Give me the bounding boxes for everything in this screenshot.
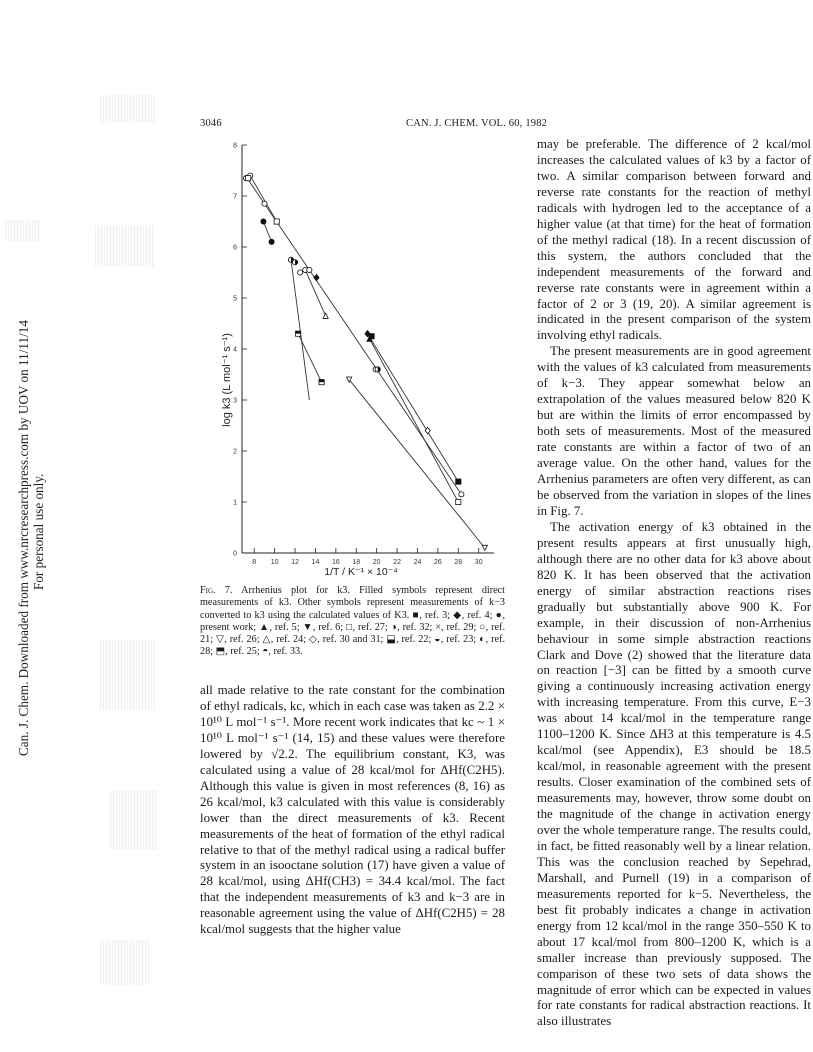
scan-artifact bbox=[100, 95, 155, 123]
data-point bbox=[262, 201, 267, 206]
journal-header: CAN. J. CHEM. VOL. 60, 1982 bbox=[406, 118, 548, 129]
x-tick-label: 8 bbox=[252, 559, 257, 566]
data-point bbox=[314, 274, 319, 280]
left-column bbox=[200, 683, 505, 938]
y-tick-label: 0 bbox=[233, 550, 237, 558]
paragraph: The activation energy of k3 obtained in the present results appears at first unusually high, although there are no other data for k3 above about 820 K. It has been observed that the activation energy of similar abstraction reactions rises gradually but substantially above 900 K. For example, in their discussion of non-Arrhenius behaviour in some simple abstraction reactions Clark and Dove (2) showed that the literature data on reaction [−3] can be fitted by a smooth curve giving a continuously increasing activation energy with increasing temperature. From this curve, E−3 was about 14 kcal/mol in the temperature range 1100–1200 K. Since ΔH3 at this temperature is 4.5 kcal/mol (see Appendix), E3 should be 18.5 kcal/mol, in reasonable agreement with the present results. Closer examination of the combined sets of measurements may, however, throw some doubt on the magnitude of the change in activation energy over the whole temperature range. The results could, in fact, be fitted reasonably well by a linear relation. This was the conclusion reached by Sepehrad, Marshall, and Purnell (19) in a comparison of measurements reported for k−5. Nevertheless, the best fit probably indicates a change in activation energy from 12 kcal/mol in the range 350–550 K to about 17 kcal/mol from 800–1200 K, which is a smaller increase than previously supposed. The comparison of these two sets of data shows the magnitude of error which can be expected in values for rate constants for radical abstraction reactions. It also illustrates bbox=[537, 519, 811, 1029]
data-point bbox=[307, 267, 312, 272]
data-point bbox=[323, 313, 328, 318]
data-point bbox=[456, 499, 461, 504]
paragraph: all made relative to the rate constant for the combination of ethyl radicals, kc, which in each case was taken as 2.2 × 10¹⁰ L mol⁻¹ s⁻¹. More recent work indicates that kc ~ 1 × 10¹⁰ L mol⁻¹ s⁻¹ (14, 15) and these values were therefore lowered by √2.2. The equilibrium constant, K3, was calculated using a value of 28 kcal/mol for ΔHf(C2H5). Although this value is given in most references (8, 16) as 26 kcal/mol, k3 calculated with this value is considerably lower than the direct measurements of k3. Recent measurements of the heat of formation of the ethyl radical relative to that of the methyl radical using a radical buffer system in an isooctane solution (17) have given a value of 28 kcal/mol, using ΔHf(CH3) = 34.4 kcal/mol. The fact that the independent measurements of k3 and k−3 are in reasonable agreement using the value of ΔHf(C2H5) = 28 kcal/mol suggests that the higher value bbox=[200, 683, 505, 937]
data-point bbox=[274, 219, 279, 224]
x-tick-label: 22 bbox=[393, 559, 401, 566]
download-notice bbox=[8, 290, 48, 760]
data-point bbox=[298, 270, 303, 275]
y-tick-label: 3 bbox=[233, 397, 237, 405]
data-point bbox=[482, 545, 487, 550]
data-point bbox=[261, 219, 266, 224]
data-point bbox=[375, 367, 380, 372]
x-tick-label: 10 bbox=[270, 559, 279, 566]
data-point bbox=[459, 492, 464, 497]
x-tick-label: 12 bbox=[291, 559, 299, 566]
data-point bbox=[269, 239, 274, 244]
data-point bbox=[246, 176, 251, 181]
fit-line bbox=[370, 339, 459, 502]
right-column bbox=[537, 137, 811, 1030]
scan-artifact bbox=[100, 640, 155, 710]
y-axis-label: log k3 (L mol⁻¹ s⁻¹) bbox=[221, 333, 233, 427]
x-tick-label: 16 bbox=[331, 559, 340, 566]
arrhenius-plot bbox=[196, 135, 511, 585]
marker-fill bbox=[319, 380, 324, 383]
y-tick-label: 4 bbox=[233, 346, 237, 354]
y-tick-label: 2 bbox=[233, 448, 237, 456]
fit-line bbox=[263, 222, 271, 242]
paragraph: may be preferable. The difference of 2 kcal/mol increases the calculated values of k3 by a factor of two. A similar comparison between forward and reverse rate constants for the reaction of methyl radicals with hydrogen led to the acceptance of a higher value (at that time) for the heat of formation of the methyl radical (18). In a recent discussion of this system, the authors concluded that the independent measurements of the forward and reverse rate constants were in agreement within a factor of 2 or 3 (19, 20). A similar agreement is indicated in the present comparison of the system involving ethyl radicals. bbox=[537, 137, 811, 343]
data-point bbox=[296, 331, 301, 336]
page-number: 3046 bbox=[200, 118, 222, 129]
marker-fill bbox=[296, 331, 301, 334]
scan-artifact bbox=[100, 940, 150, 985]
x-tick-label: 24 bbox=[413, 559, 422, 566]
scan-artifact bbox=[95, 225, 155, 267]
fit-line bbox=[247, 178, 461, 494]
scan-artifact bbox=[110, 790, 158, 850]
x-tick-label: 30 bbox=[474, 559, 483, 566]
download-notice-line1: Can. J. Chem. Downloaded from www.nrcresearchpress.com by UOV on 11/11/14 bbox=[16, 320, 31, 756]
paragraph: The present measurements are in good agreement with the values of k3 calculated from measurements of k−3. They appear somewhat below an extrapolation of the values measured below 820 K but are within the limits of error encompassed by both sets of measurements. Most of the measured rate constants are within a factor of two of an average value. On the other hand, values for the Arrhenius parameters are often very different, as can be observed from the variation in slopes of the lines in Fig. 7. bbox=[537, 344, 811, 518]
y-tick-label: 8 bbox=[233, 142, 237, 150]
caption-text: Arrhenius plot for k3. Filled symbols represent direct measurements of k3. Other symbols represent measurements of k−3 converted to k3 using the calculated values of K3. ■, ref. 3; ◆, ref. 4; ●, present work; ▲, ref. 5; ▼, ref. 6; □, ref. 27; ◑, ref. 32; ×, ref. 29; ○, ref. 21; ▽, ref. 26; △, ref. 24; ◇, ref. 30 and 31; ⬓, ref. 22; ◒, ref. 23; ◐, ref. 28; ⬒, ref. 25; ◓, ref. 33. bbox=[200, 585, 506, 658]
x-tick-label: 26 bbox=[433, 559, 442, 566]
data-point bbox=[456, 479, 461, 484]
data-point bbox=[292, 260, 297, 265]
fit-line bbox=[250, 176, 277, 222]
caption-label: Fig. 7. bbox=[200, 585, 233, 596]
y-tick-label: 6 bbox=[233, 244, 237, 252]
figure-caption bbox=[200, 585, 505, 659]
y-tick-label: 1 bbox=[233, 499, 237, 507]
data-point bbox=[319, 380, 324, 385]
x-tick-label: 28 bbox=[454, 559, 463, 566]
x-axis-label: 1/T / K⁻¹ × 10⁻⁴ bbox=[324, 566, 398, 578]
y-tick-label: 5 bbox=[233, 295, 237, 303]
download-notice-line2: For personal use only. bbox=[31, 473, 46, 590]
scan-artifact bbox=[5, 220, 40, 242]
x-tick-label: 18 bbox=[352, 559, 361, 566]
fit-line bbox=[291, 260, 309, 400]
x-tick-label: 14 bbox=[311, 559, 320, 566]
fit-line bbox=[298, 334, 321, 382]
arrhenius-figure bbox=[196, 135, 511, 585]
x-tick-label: 20 bbox=[372, 559, 381, 566]
data-point bbox=[369, 334, 374, 339]
fit-line bbox=[349, 380, 485, 548]
fit-line bbox=[367, 334, 458, 482]
y-tick-label: 7 bbox=[233, 193, 237, 201]
